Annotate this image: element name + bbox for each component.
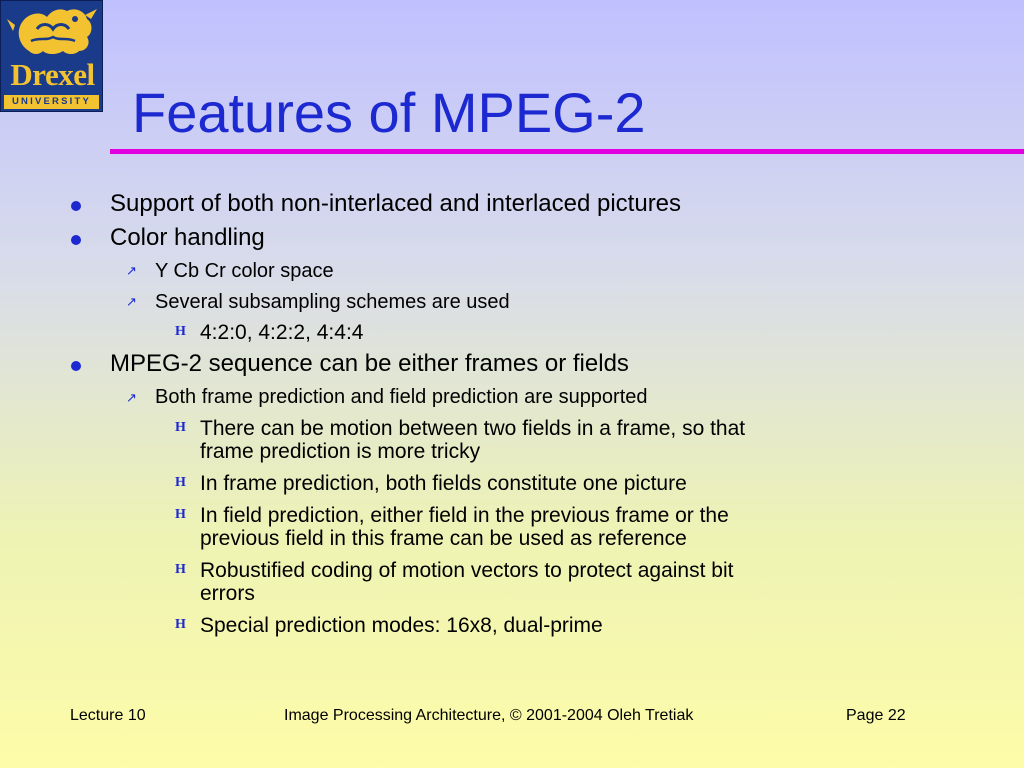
footer-page-number: Page 22: [846, 707, 906, 724]
bullet-text: Robustified coding of motion vectors to protect against bit: [200, 559, 734, 582]
circle-bullet-icon: [71, 201, 81, 211]
h-bullet-icon: H: [175, 507, 186, 522]
h-bullet-icon: H: [175, 617, 186, 632]
bullet-text: In field prediction, either field in the previous frame or the: [200, 504, 729, 527]
bullet-text-continuation: frame prediction is more tricky: [200, 440, 481, 463]
bullet-text: Special prediction modes: 16x8, dual-prime: [200, 614, 603, 637]
arrow-bullet-icon: ↗: [126, 390, 137, 405]
arrow-bullet-icon: ↗: [126, 294, 137, 309]
circle-bullet-icon: [71, 361, 81, 371]
logo-wordmark: Drexel: [10, 57, 95, 92]
h-bullet-icon: H: [175, 562, 186, 577]
slide-title: Features of MPEG-2: [132, 81, 646, 144]
drexel-logo: [0, 0, 103, 112]
h-bullet-icon: H: [175, 420, 186, 435]
h-bullet-icon: H: [175, 324, 186, 339]
bullet-text: Color handling: [110, 224, 265, 251]
bullet-text-continuation: errors: [200, 582, 255, 605]
footer-lecture: Lecture 10: [70, 707, 146, 724]
footer-course: Image Processing Architecture, © 2001-2004 Oleh Tretiak: [284, 707, 694, 724]
circle-bullet-icon: [71, 235, 81, 245]
dragon-icon: [1, 1, 103, 61]
bullet-text: In frame prediction, both fields constitute one picture: [200, 472, 687, 495]
bullet-text: MPEG-2 sequence can be either frames or fields: [110, 350, 629, 377]
bullet-text: Y Cb Cr color space: [155, 260, 334, 282]
bullet-text: There can be motion between two fields in a frame, so that: [200, 417, 746, 440]
logo-subtitle: UNIVERSITY: [4, 95, 99, 109]
arrow-bullet-icon: ↗: [126, 263, 137, 278]
h-bullet-icon: H: [175, 475, 186, 490]
bullet-text-continuation: previous field in this frame can be used as reference: [200, 527, 687, 550]
bullet-text: Support of both non-interlaced and interlaced pictures: [110, 190, 682, 217]
bullet-text: Several subsampling schemes are used: [155, 291, 510, 313]
bullet-text: 4:2:0, 4:2:2, 4:4:4: [200, 321, 364, 344]
title-underline: [110, 149, 1024, 154]
bullet-text: Both frame prediction and field prediction are supported: [155, 386, 648, 408]
